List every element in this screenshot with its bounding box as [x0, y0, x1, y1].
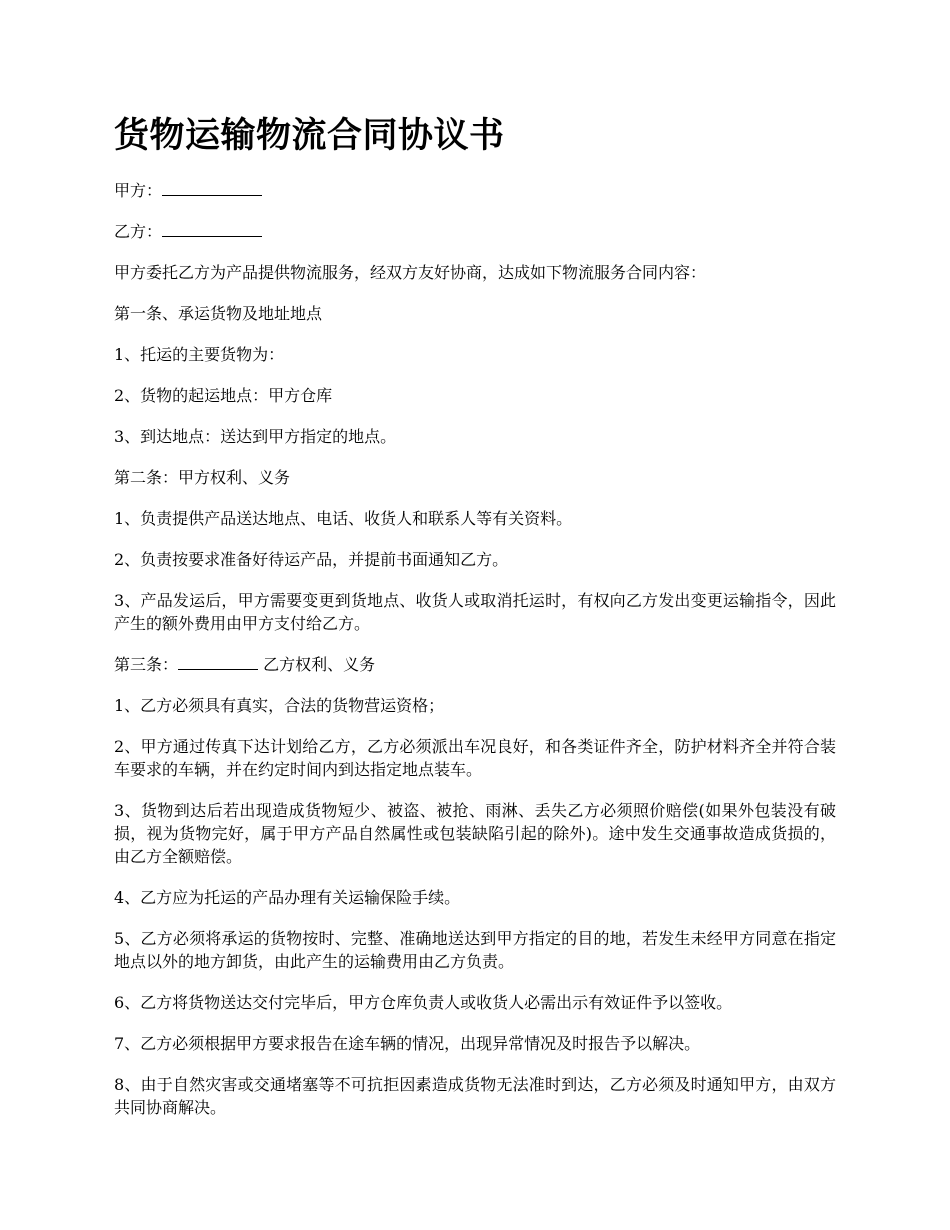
article-2-item: 1、负责提供产品送达地点、电话、收货人和联系人等有关资料。: [114, 509, 573, 528]
intro-paragraph: 甲方委托乙方为产品提供物流服务，经双方友好协商，达成如下物流服务合同内容：: [114, 263, 707, 282]
party-b-blank: [162, 220, 262, 237]
article-1-heading: 第一条、承运货物及地址地点: [114, 304, 323, 323]
article-1-item: 3、到达地点：送达到甲方指定的地点。: [114, 427, 397, 446]
article-2-item: 3、产品发运后，甲方需要变更到货地点、收货人或取消托运时，有权向乙方发出变更运输指令，因此产生的额外费用由甲方支付给乙方。: [114, 591, 836, 633]
article-2-heading: 第二条：甲方权利、义务: [114, 468, 291, 487]
article-3-item: 8、由于自然灾害或交通堵塞等不可抗拒因素造成货物无法准时到达，乙方必须及时通知甲方，由双方共同协商解决。: [114, 1075, 836, 1117]
article-1-item: 2、货物的起运地点：甲方仓库: [114, 386, 333, 405]
party-a-label: 甲方：: [114, 181, 163, 200]
article-3-item: 5、乙方必须将承运的货物按时、完整、准确地送达到甲方指定的目的地，若发生未经甲方同意在指定地点以外的地方卸货，由此产生的运输费用由乙方负责。: [114, 929, 836, 971]
document-title: 货物运输物流合同协议书: [114, 116, 505, 156]
article-3-heading: [114, 653, 836, 676]
article-1-item: 1、托运的主要货物为：: [114, 345, 285, 364]
article-3-item: 3、货物到达后若出现造成货物短少、被盗、被抢、雨淋、丢失乙方必须照价赔偿(如果外包装没有破损，视为货物完好，属于甲方产品自然属性或包装缺陷引起的除外)。途中发生交通事故造成货损的，由乙方全额赔偿。: [114, 801, 836, 866]
article-3-item: 7、乙方必须根据甲方要求报告在途车辆的情况，出现异常情况及时报告予以解决。: [114, 1034, 701, 1053]
article-3-heading-suffix: 乙方权利、义务: [258, 655, 376, 674]
article-3-item: 4、乙方应为托运的产品办理有关运输保险手续。: [114, 888, 461, 907]
contract-page: [114, 112, 836, 1137]
article-3-item: 6、乙方将货物送达交付完毕后，甲方仓库负责人或收货人必需出示有效证件予以签收。: [114, 993, 733, 1012]
article-3-item: 1、乙方必须具有真实，合法的货物营运资格；: [114, 696, 445, 715]
party-b-line: [114, 220, 836, 243]
article-3-blank: [178, 653, 258, 670]
article-2-item: 2、负责按要求准备好待运产品，并提前书面通知乙方。: [114, 550, 509, 569]
article-3-heading-prefix: 第三条：: [114, 655, 179, 674]
party-a-line: [114, 179, 836, 202]
party-b-label: 乙方：: [114, 222, 163, 241]
article-3-item: 2、甲方通过传真下达计划给乙方，乙方必须派出车况良好，和各类证件齐全，防护材料齐全并符合装车要求的车辆，并在约定时间内到达指定地点装车。: [114, 737, 836, 779]
party-a-blank: [162, 179, 262, 196]
